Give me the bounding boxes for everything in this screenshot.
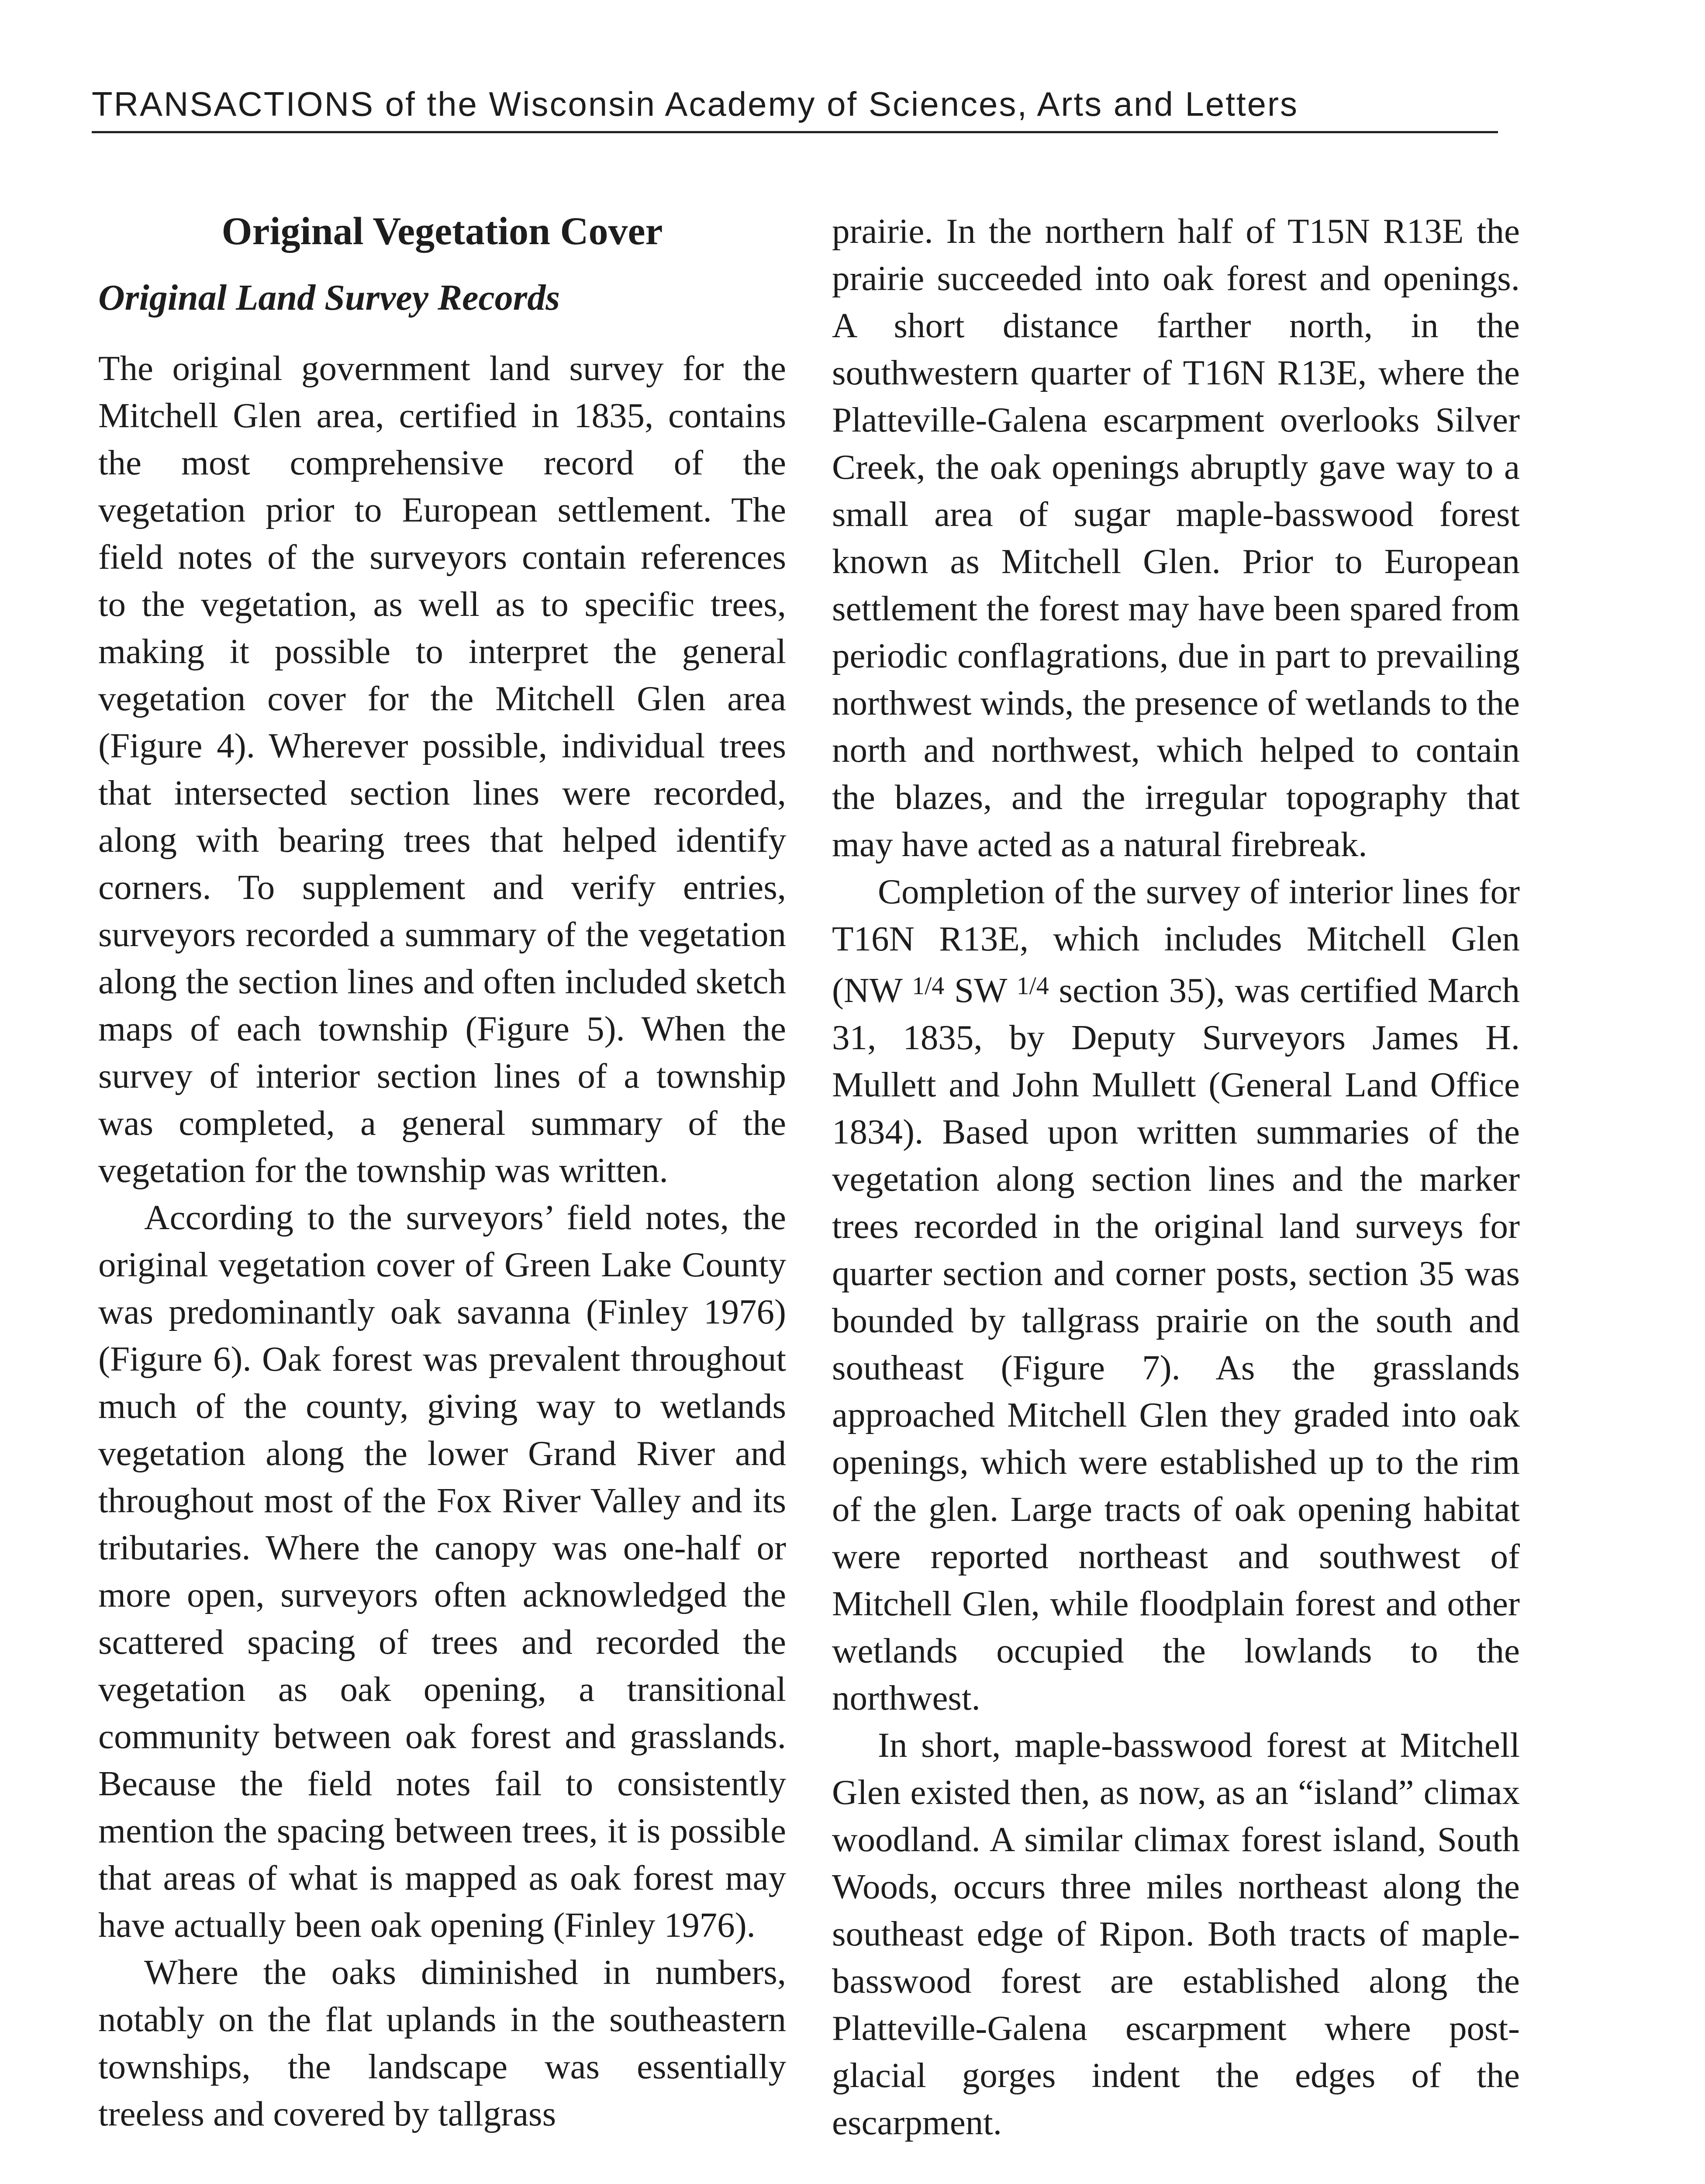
fraction-quarter-1: 1/4 <box>912 971 945 1000</box>
section-title: Original Vegetation Cover <box>221 210 663 253</box>
paragraph-left-3: Where the oaks diminished in numbers, notably on the flat uplands in the southeastern townships, the landscape was essentially treeless and covered by tallgrass <box>98 1952 786 2133</box>
running-head: TRANSACTIONS of the Wisconsin Academy of Sciences, Arts and Letters <box>92 85 1299 123</box>
paragraph-right-1: prairie. In the northern half of T15N R13E the prairie succeeded into oak forest and openings. A short distance farther north, in the southwestern quarter of T16N R13E, where the Platteville-Galena escarpment overlooks Silver Creek, the oak openings abruptly gave way to a small area of sugar maple-basswood forest known as Mitchell Glen. Prior to European settlement the forest may have been spared from periodic conflagrations, due in part to prevailing northwest winds, the presence of wetlands to the north and northwest, which helped to contain the blazes, and the irregular topography that may have acted as a natural firebreak. <box>832 211 1520 864</box>
paragraph-right-2-part-b: SW <box>944 971 1017 1010</box>
left-column <box>98 207 786 2137</box>
paragraph-right-3: In short, maple-basswood forest at Mitchell Glen existed then, as now, as an “island” climax woodland. A similar climax forest island, South Woods, occurs three miles northeast along the southeast edge of Ripon. Both tracts of maple-basswood forest are established along the Platteville-Galena escarpment where post-glacial gorges indent the edges of the escarpment. <box>832 1725 1520 2142</box>
paragraph-right-2-part-c: section 35), was certified March 31, 1835, by Deputy Surveyors James H. Mullett and John Mullett (General Land Office 1834). Based upon written summaries of the vegetation along section lines and the marker trees recorded in the original land surveys for quarter section and corner posts, section 35 was bounded by tallgrass prairie on the south and southeast (Figure 7). As the grasslands approached Mitchell Glen they graded into oak openings, which were established up to the rim of the glen. Large tracts of oak opening habitat were reported northeast and southwest of Mitchell Glen, while floodplain forest and other wetlands occupied the lowlands to the northwest. <box>832 971 1520 1717</box>
paragraph-right-2-part-a: Completion of the survey of interior lines for T16N R13E, which includes Mitchell Glen (NW <box>832 872 1520 1010</box>
paragraph-left-1: The original government land survey for the Mitchell Glen area, certified in 1835, contains the most comprehensive record of the vegetation prior to European settlement. The field notes of the surveyors contain references to the vegetation, as well as to specific trees, making it possible to interpret the general vegetation cover for the Mitchell Glen area (Figure 4). Wherever possible, individual trees that intersected section lines were recorded, along with bearing trees that helped identify corners. To supplement and verify entries, surveyors recorded a summary of the vegetation along the section lines and often included sketch maps of each township (Figure 5). When the survey of interior section lines of a township was completed, a general summary of the vegetation for the township was written. <box>98 349 786 1190</box>
fraction-quarter-2: 1/4 <box>1016 971 1049 1000</box>
header-rule <box>92 131 1498 133</box>
paragraph-right-2 <box>832 868 1520 1721</box>
right-column <box>832 207 1520 2146</box>
paragraph-left-2: According to the surveyors’ field notes, the original vegetation cover of Green Lake County was predominantly oak savanna (Finley 1976) (Figure 6). Oak forest was prevalent throughout much of the county, giving way to wetlands vegetation along the lower Grand River and throughout most of the Fox River Valley and its tributaries. Where the canopy was one-half or more open, surveyors often acknowledged the scattered spacing of trees and recorded the vegetation as oak opening, a transitional community between oak forest and grasslands. Because the field notes fail to consistently mention the spacing between trees, it is possible that areas of what is mapped as oak forest may have actually been oak opening (Finley 1976). <box>98 1198 786 1945</box>
subsection-title: Original Land Survey Records <box>98 277 560 318</box>
